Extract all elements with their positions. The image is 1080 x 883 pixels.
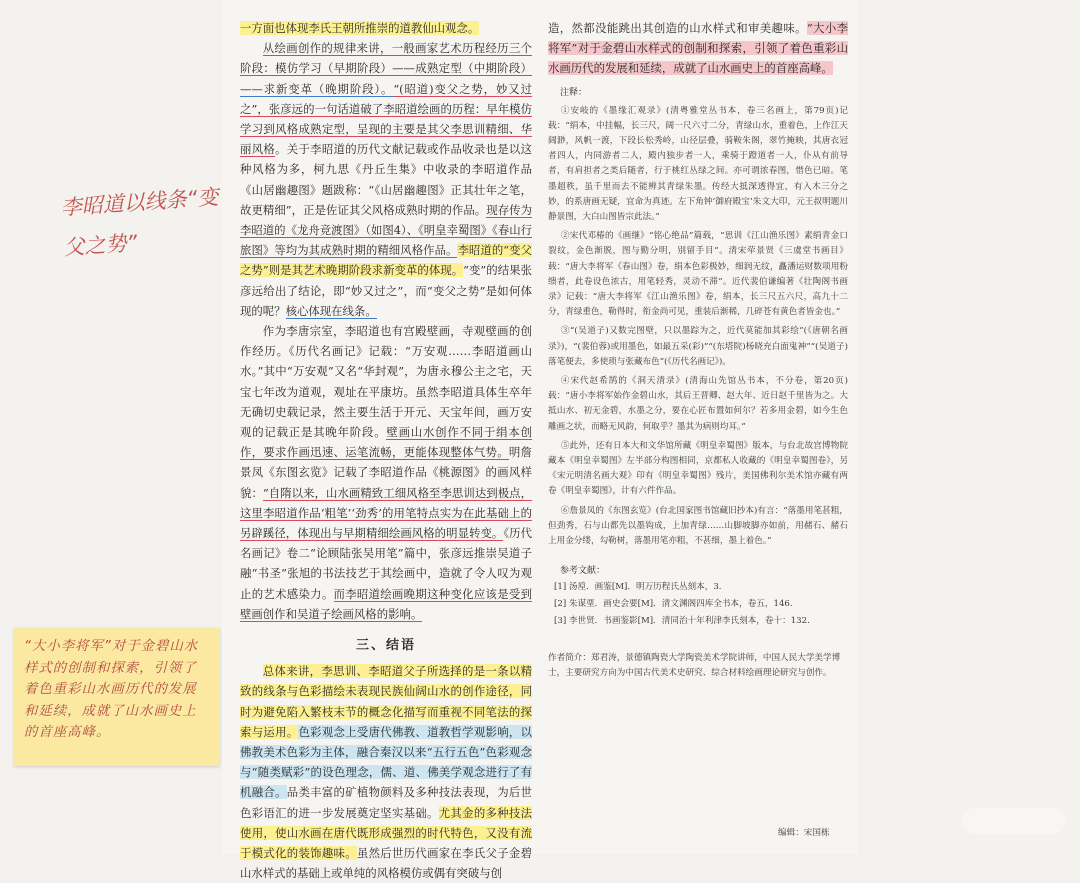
highlight-pink: “大小李将军”对于金碧山水样式的创制和探索，引领了着色重彩山水画历代的发展和延续，成就了山水画史上的首座高峰。 (548, 21, 848, 76)
note-item: ①安岐的《墨缘汇观录》(清粤雅堂丛书本，卷三名画上，第79页)记载：“绢本，中挂幅，长三尺，阔一尺六寸二分，青绿山水，重着色，上作江天阔渺，风帆一渡，下段长松秀岭，山径层叠，骑鞍朱阁，翠竹掩映，其唐衣冠者四人，内同游者二人，殿内独步者一人，乘骑于蹬道者一人，仆从有前导者，有肩担者之类后随者，行于桃红丛绿之间。亦可谓浓春图，惜色已暗。笔墨超秩，虽千里而去不能辨其青绿朱墨。传经大抵深透得宜，有入木三分之妙，的系唐画无疑，宜命为真迹。左下角钟‘御府殿宝’朱文大印，元王叔明题川静景图，大白山图皆宗此法。” (548, 105, 848, 223)
underline-blue: 壁画山水创作不同于绢本创作，要求作画迅速、运笔流畅，更能体现整体气势。 (240, 425, 532, 460)
underline-red: 张彦远的一句话道破了李昭道绘画的历程：早年模仿学习到风格成熟定型，呈现的主要是其父李思训精细、华丽风格 (240, 101, 532, 157)
underline-red: “(昭道)变父之势，妙又过之”， (240, 81, 532, 116)
text-run: 造，然都没能跳出其创造的山水样式和审美趣味。 (548, 21, 807, 35)
paragraph-2 (240, 321, 532, 624)
sticky-note: “大小李将军”对于金碧山水样式的创制和探索，引领了着色重彩山水画历代的发展和延续，成就了山水画史上的首座高峰。 (14, 628, 220, 766)
author-bio: 作者简介：郑君涛，景德镇陶瓷大学陶瓷美术学院讲师，中国人民大学美学博士，主要研究方向为中国古代美术史研究、综合材料绘画理论研究与创作。 (548, 653, 841, 679)
text-run: 。关于李昭道的历代文献记载或作品收录也是以这种风格为多，柯九思《丹丘生集》中收录的李昭道作品《山居幽趣图》题跋称：“《山居幽趣图》正其壮年之笔，故更精细”，正是佐证其父风格成熟时期的作品。 (240, 142, 532, 217)
notes-section (548, 85, 848, 550)
text-run: 明詹景凤《东图玄览》记载了李昭道作品《桃源图》的画风样貌： (240, 445, 532, 500)
note-item: ③“(吴道子)又数完图壁，只以墨踪为之，近代莫能加其彩绘”(《唐朝名画录》)，“(裴伯蓉)或用墨色，如最五采(彩)”“(东塔院)杨晓充白面鬼神”“(吴道子)落笔便去，多使琐与张藏布色”(《历代名画记》)。 (548, 326, 848, 367)
reference-item: [1] 汤垕．画鉴[M]．明万历程氏丛刻本，3. (554, 582, 722, 593)
reference-item: [3] 李世贤．书画鉴影[M]．清同治十年利津李氏刻本，卷十：132. (554, 616, 810, 627)
underline-blue: 从绘画创作的规律来讲，一般画家艺术历程经历三个阶段：模仿学习（早期阶段）——成熟定型（中期阶段）——求新变革（晚期阶段）。 (240, 41, 532, 96)
underline-red: 而李昭道绘画晚期这种变化应该是受到壁画创作和吴道子绘画风格的影响。 (240, 586, 532, 621)
notes-heading: 注释： (560, 87, 588, 98)
note-item: ⑤此外，还有日本大和文华馆所藏《明皇幸蜀图》版本，与台北故宫博物院藏本《明皇幸蜀图》左半部分构图相同，京都私人收藏的《明皇幸蜀图卷》，另《宋元明清名画大观》印有《明皇幸蜀图》残片，美国佛利尔美术馆亦藏有两卷《明皇幸蜀图》，计有六件作品。 (548, 440, 848, 497)
editor-credit: 编辑：宋国栋 (778, 828, 830, 838)
note-item: ④宋代赵希鹄的《洞天清录》(清海山先馆丛书本，不分卷，第20页)载：“唐小李将军始作金碧山水，其后王晋卿、赵大年、近日赵千里皆为之。大抵山水、初无金碧，水墨之分，要在心匠布置如何尔？若多用金碧，如今生色雕画之状，而略无风韵，何取乎？墨其为病则均耳。” (548, 376, 848, 432)
text-run: “变”的结果张彦远给出了结论，即“妙又过之”，而“变父之势”是如何体现的呢？ (240, 263, 532, 318)
paragraph-continued (548, 18, 848, 79)
paragraph-0 (240, 18, 532, 38)
highlight-blue: 色彩观念上受唐代佛教、道教哲学观影响，以佛教美术色彩为主体，融合秦汉以来“五行五色”色彩观念与“随类赋彩”的设色理念，儒、道、佛美学观念进行了有机融合。 (240, 724, 532, 800)
text-run: 《历代名画记》卷二“论顾陆张吴用笔”篇中，张彦远推崇吴道子融“书圣”张旭的书法技艺于其绘画中，造就了令人叹为观止的艺术感染力。 (240, 526, 532, 601)
text-run: 品类丰富的矿植物颜料及多种技法表现，为后世色彩语汇的进一步发展奠定坚实基础。 (240, 785, 532, 820)
paragraph-1 (240, 38, 532, 321)
text-run: 作为李唐宗室，李昭道也有宫殿壁画，寺观壁画的创作经历。《历代名画记》记载：“万安观……李昭道画山水。”其中“万安观”又名“华封观”，为唐永穆公主之宅，天宝七年改为道观，观址在平康坊。虽然李昭道具体生卒年无确切史载记录，然主要生活于开元、天宝年间，画万安观的记载正是其晚年阶段。 (240, 324, 532, 440)
underline-blue: 核心体现在线条。 (285, 303, 377, 318)
note-item: ⑥詹景凤的《东图玄览》(台北国家图书馆藏旧抄本)有言：“落墨用笔甚粗，但劲秀，石与山都先以墨钩成，上加青绿……山脚坡脚亦如前，用赭石、赭石上用金分缕，勾勒树，落墨用笔亦粗，不甚细，墨上着色。” (548, 505, 848, 547)
highlight-yellow: 一方面也体现李氏王朝所推崇的道教仙山观念。 (240, 21, 480, 35)
underline-blue: 现存传为李昭道的《龙舟竞渡图》（如图4）、《明皇幸蜀图》《春山行旅图》等均为其成熟时期的精细风格作品。 (240, 202, 532, 258)
references-heading: 参考文献： (560, 566, 606, 577)
note-item: ②宋代邓椿的《画继》“铭心绝品”篇载，“思训《江山渔乐图》素绢青金口裂纹，金色渐脱，图与勤分明，别留手目”。清宋荦景贤《三虞堂书画目》载：“唐大李将军《春山图》卷，绢本色彩极妙，细润无纹，矗潘运财数项用粉缋者，此卷设色浓古，用笔轻秀，灵动不滞”。近代裴伯谦编著《壮陶阁书画录》记载：“唐大李将军《江山渔乐图》卷，绢本，长三尺五六尺，高九十二分，青绿重色，勒得时，衔金尚可见，重装后渐稀，几碎苍有黄色者皆金也。” (548, 231, 848, 318)
left-column (240, 18, 532, 883)
text-run: 虽然后世历代画家在李氏父子金碧山水样式的基础上或单纯的风格模仿或偶有突破与创 (240, 845, 532, 881)
watermark (962, 808, 1066, 834)
reference-item: [2] 朱谋垔．画史会要[M]．清文渊阁四库全书本，卷五，146. (554, 599, 793, 610)
highlight-yellow: 总体来讲，李思训、李昭道父子所选择的是一条以精致的线条与色彩描绘未表现民族仙阔山水的创作途径，同时为避免陷入繁枝末节的概念化描写而重视不同笔法的探索与运用。 (240, 664, 532, 739)
paragraph-3 (240, 661, 532, 883)
highlight-yellow: 李昭道的“变父之势”则是其艺术晚期阶段求新变革的体现。 (240, 243, 532, 278)
underline-red: “自隋以来，山水画精致工细风格至李思训达到极点，这里李昭道作品‘粗笔’‘劲秀’的用笔特点实为在此基础上的另辟蹊径，体现出与早期精细绘画风格的明显转变。 (240, 485, 532, 541)
handwritten-note: 李昭道以线条“变父之势” (59, 184, 220, 260)
right-column (548, 18, 848, 681)
highlight-yellow: 尤其金的多种技法使用，使山水画在唐代既形成强烈的时代特色，又没有流于模式化的装饰趣味。 (240, 805, 532, 860)
section-title: 三、结语 (355, 638, 416, 654)
references-section (548, 563, 848, 629)
